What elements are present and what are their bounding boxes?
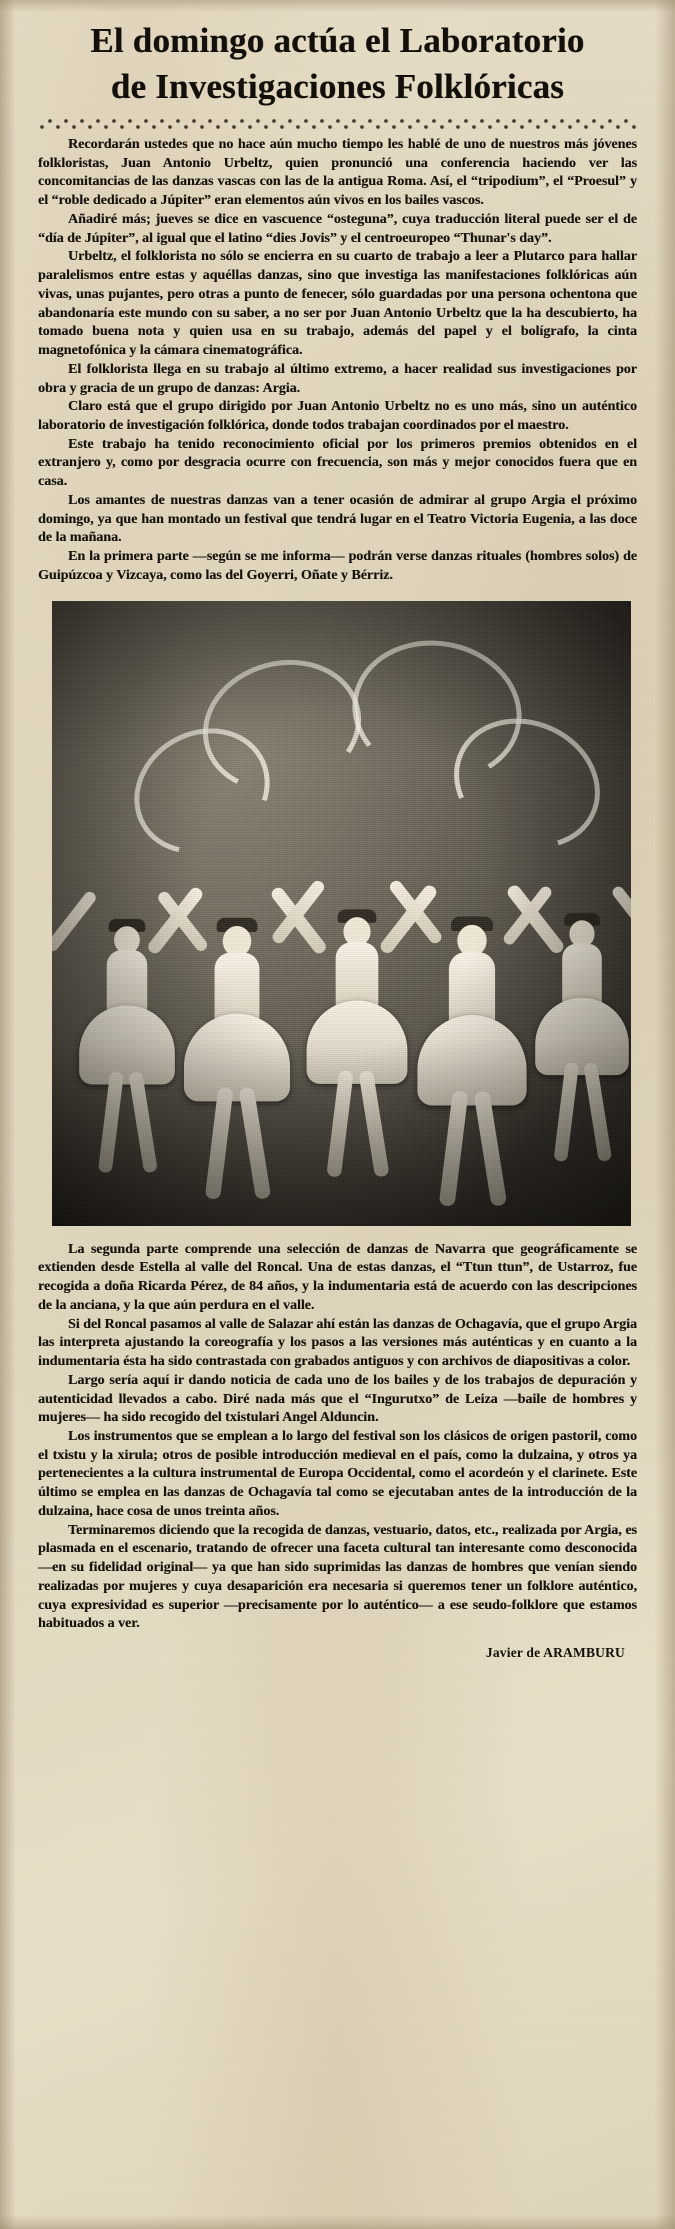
photo-image xyxy=(52,601,631,1226)
paragraph: Los amantes de nuestras danzas van a tener ocasión de admirar al grupo Argia el próximo domingo, ya que han montado un festival que tendrá lugar en el Teatro Victoria Eugenia, a las doce de la mañana. xyxy=(38,491,637,546)
paragraph: Añadiré más; jueves se dice en vascuence “osteguna”, cuya traducción literal puede ser el de “día de Júpiter”, al igual que el latino “dies Jovis” y el centroeuropeo “Thunar's day”. xyxy=(38,210,637,246)
article-body-top xyxy=(34,135,641,585)
paragraph: Urbeltz, el folklorista no sólo se encierra en su cuarto de trabajo a leer a Plutarco para hallar paralelismos entre estas y aquéllas danzas, sino que investiga las manifestaciones folklóricas aún vivas, unas pujantes, pero otras a punto de fenecer, sólo guardadas por una persona ochentona que abandonaría este mundo con su saber, a no ser por Juan Antonio Urbeltz que la ha descubierto, ha tomado buena nota y quien usa en su trabajo, además del papel y el bolígrafo, la cinta magnetofónica y la cámara cinematográfica. xyxy=(38,248,637,359)
paragraph: Los instrumentos que se emplean a lo largo del festival son los clásicos de origen pastoril, como el txistu y la xirula; otros de posible introducción medieval en el país, como la dulzaina, y otros ya pertenecientes a la cultura instrumental de Europa Occidental, como el acordeón y el clarinete. Este último se emplea en las danzas de Ochagavía tal como se ejecutaban antes de la introducción de la dulzaina, hace cosa de unos treinta años. xyxy=(38,1427,637,1519)
paragraph: La segunda parte comprende una selección de danzas de Navarra que geográficamente se extienden desde Estella al valle del Roncal. Una de estas danzas, el “Ttun ttun”, de Ustarroz, fue recogida a doña Ricarda Pérez, de 84 años, y la indumentaria está de acuerdo con las descripciones de la anciana, y la que aún perdura en el valle. xyxy=(38,1240,637,1313)
paragraph: El folklorista llega en su trabajo al último extremo, a hacer realidad sus investigaciones por obra y gracia de un grupo de danzas: Argia. xyxy=(38,360,637,396)
byline: Javier de ARAMBURU xyxy=(485,1645,625,1661)
paragraph: Claro está que el grupo dirigido por Juan Antonio Urbeltz no es uno más, sino un auténtico laboratorio de investigación folklórica, donde todos trabajan coordinados por el maestro. xyxy=(38,398,637,434)
headline-line-2: de Investigaciones Folklóricas xyxy=(110,66,565,106)
paper-edge-bottom xyxy=(0,2215,675,2229)
article-body-bottom xyxy=(34,1240,641,1633)
page-title xyxy=(34,18,641,109)
paragraph: Este trabajo ha tenido reconocimiento oficial por los primeros premios obtenidos en el extranjero y, como por desgracia ocurre con frecuencia, son más y mejor conocidos fuera que en casa. xyxy=(38,435,637,490)
paragraph: Terminaremos diciendo que la recogida de danzas, vestuario, datos, etc., realizada por Argia, es plasmada en el escenario, tratando de ofrecer una faceta cultural tan interesante como desconocida —en su fidelidad original— ya que han sido suprimidas las danzas de hombres que venían siendo realizadas por mujeres y cuya desaparición era necesaria si queremos tener un folklore auténtico, cuya expresividad es superior —precisamente por lo auténtico— a ese seudo-folklore que estamos habituados a ver. xyxy=(38,1521,637,1632)
headline-line-1: El domingo actúa el Laboratorio xyxy=(90,21,585,60)
paragraph: Largo sería aquí ir dando noticia de cada uno de los bailes y de los trabajos de depuración y autenticidad llevados a cabo. Diré nada más que el “Ingurutxo” de Leiza —baile de hombres y mujeres— ha sido recogido del txistulari Angel Alduncin. xyxy=(38,1371,637,1426)
article-photo xyxy=(52,601,631,1226)
decorative-divider xyxy=(38,119,637,129)
paragraph: Si del Roncal pasamos al valle de Salazar ahí están las danzas de Ochagavía, que el grupo Argia las interpreta ajustando la coreografía y los pasos a las versiones más auténticas y en cuanto a la indumentaria ésta ha sido contrastada con grabados antiguos y con archivos de diapositivas a color. xyxy=(38,1315,637,1370)
paragraph: En la primera parte —según se me informa— podrán verse danzas rituales (hombres solos) de Guipúzcoa y Vizcaya, como las del Goyerri, Oñate y Bérriz. xyxy=(38,548,637,583)
photo-vignette xyxy=(52,601,631,1226)
paragraph: Recordarán ustedes que no hace aún mucho tiempo les hablé de uno de nuestros más jóvenes folkloristas, Juan Antonio Urbeltz, quien pronunció una conferencia haciendo ver las concomitancias de las danzas vascas con las de la antigua Roma. Así, el “tripodium”, el “Proesul” y el “roble dedicado a Júpiter” eran elementos aún vivos en los bailes vascos. xyxy=(38,136,637,209)
